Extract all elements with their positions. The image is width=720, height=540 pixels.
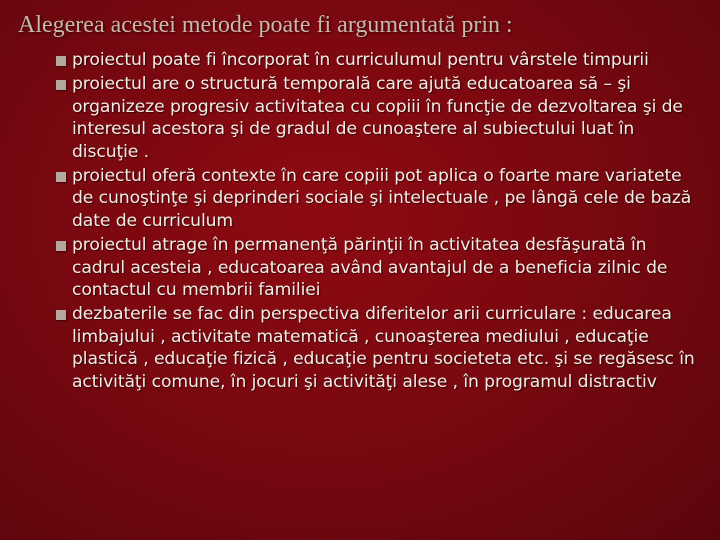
- square-bullet-icon: [56, 241, 66, 251]
- bullet-text: dezbaterile se fac din perspectiva diferitelor arii curriculare : educarea limbajului , activitate matematică , cunoaşterea mediului , educaţie plastică , educaţie fizică , educaţie pentru societeta etc. şi se regăsesc în activităţi comune, în jocuri şi activităţi alese , în programul distractiv: [72, 304, 695, 392]
- square-bullet-icon: [56, 80, 66, 90]
- bullet-item: [56, 303, 696, 393]
- bullet-item: [56, 234, 696, 301]
- bullet-text: proiectul poate fi încorporat în curriculumul pentru vârstele timpurii: [72, 50, 649, 70]
- square-bullet-icon: [56, 310, 66, 320]
- bullet-text: proiectul atrage în permanenţă părinţii în activitatea desfăşurată în cadrul acesteia , educatoarea având avantajul de a beneficia zilnic de contactul cu membrii familiei: [72, 235, 668, 301]
- bullet-list: [56, 49, 696, 395]
- square-bullet-icon: [56, 56, 66, 66]
- square-bullet-icon: [56, 172, 66, 182]
- bullet-text: proiectul are o structură temporală care ajută educatoarea să – şi organizeze progresiv activitatea cu copiii în funcţie de dezvoltarea şi de interesul acestora şi de gradul de cunoaştere al subiectului luat în discuţie .: [72, 74, 683, 162]
- bullet-item: [56, 73, 696, 163]
- slide-title: Alegerea acestei metode poate fi argumentată prin :: [18, 12, 513, 38]
- bullet-item: [56, 49, 696, 71]
- bullet-text: proiectul oferă contexte în care copiii pot aplica o foarte mare variatete de cunoştinţe şi deprinderi sociale şi intelectuale , pe lângă cele de bază date de curriculum: [72, 166, 692, 231]
- bullet-item: [56, 165, 696, 232]
